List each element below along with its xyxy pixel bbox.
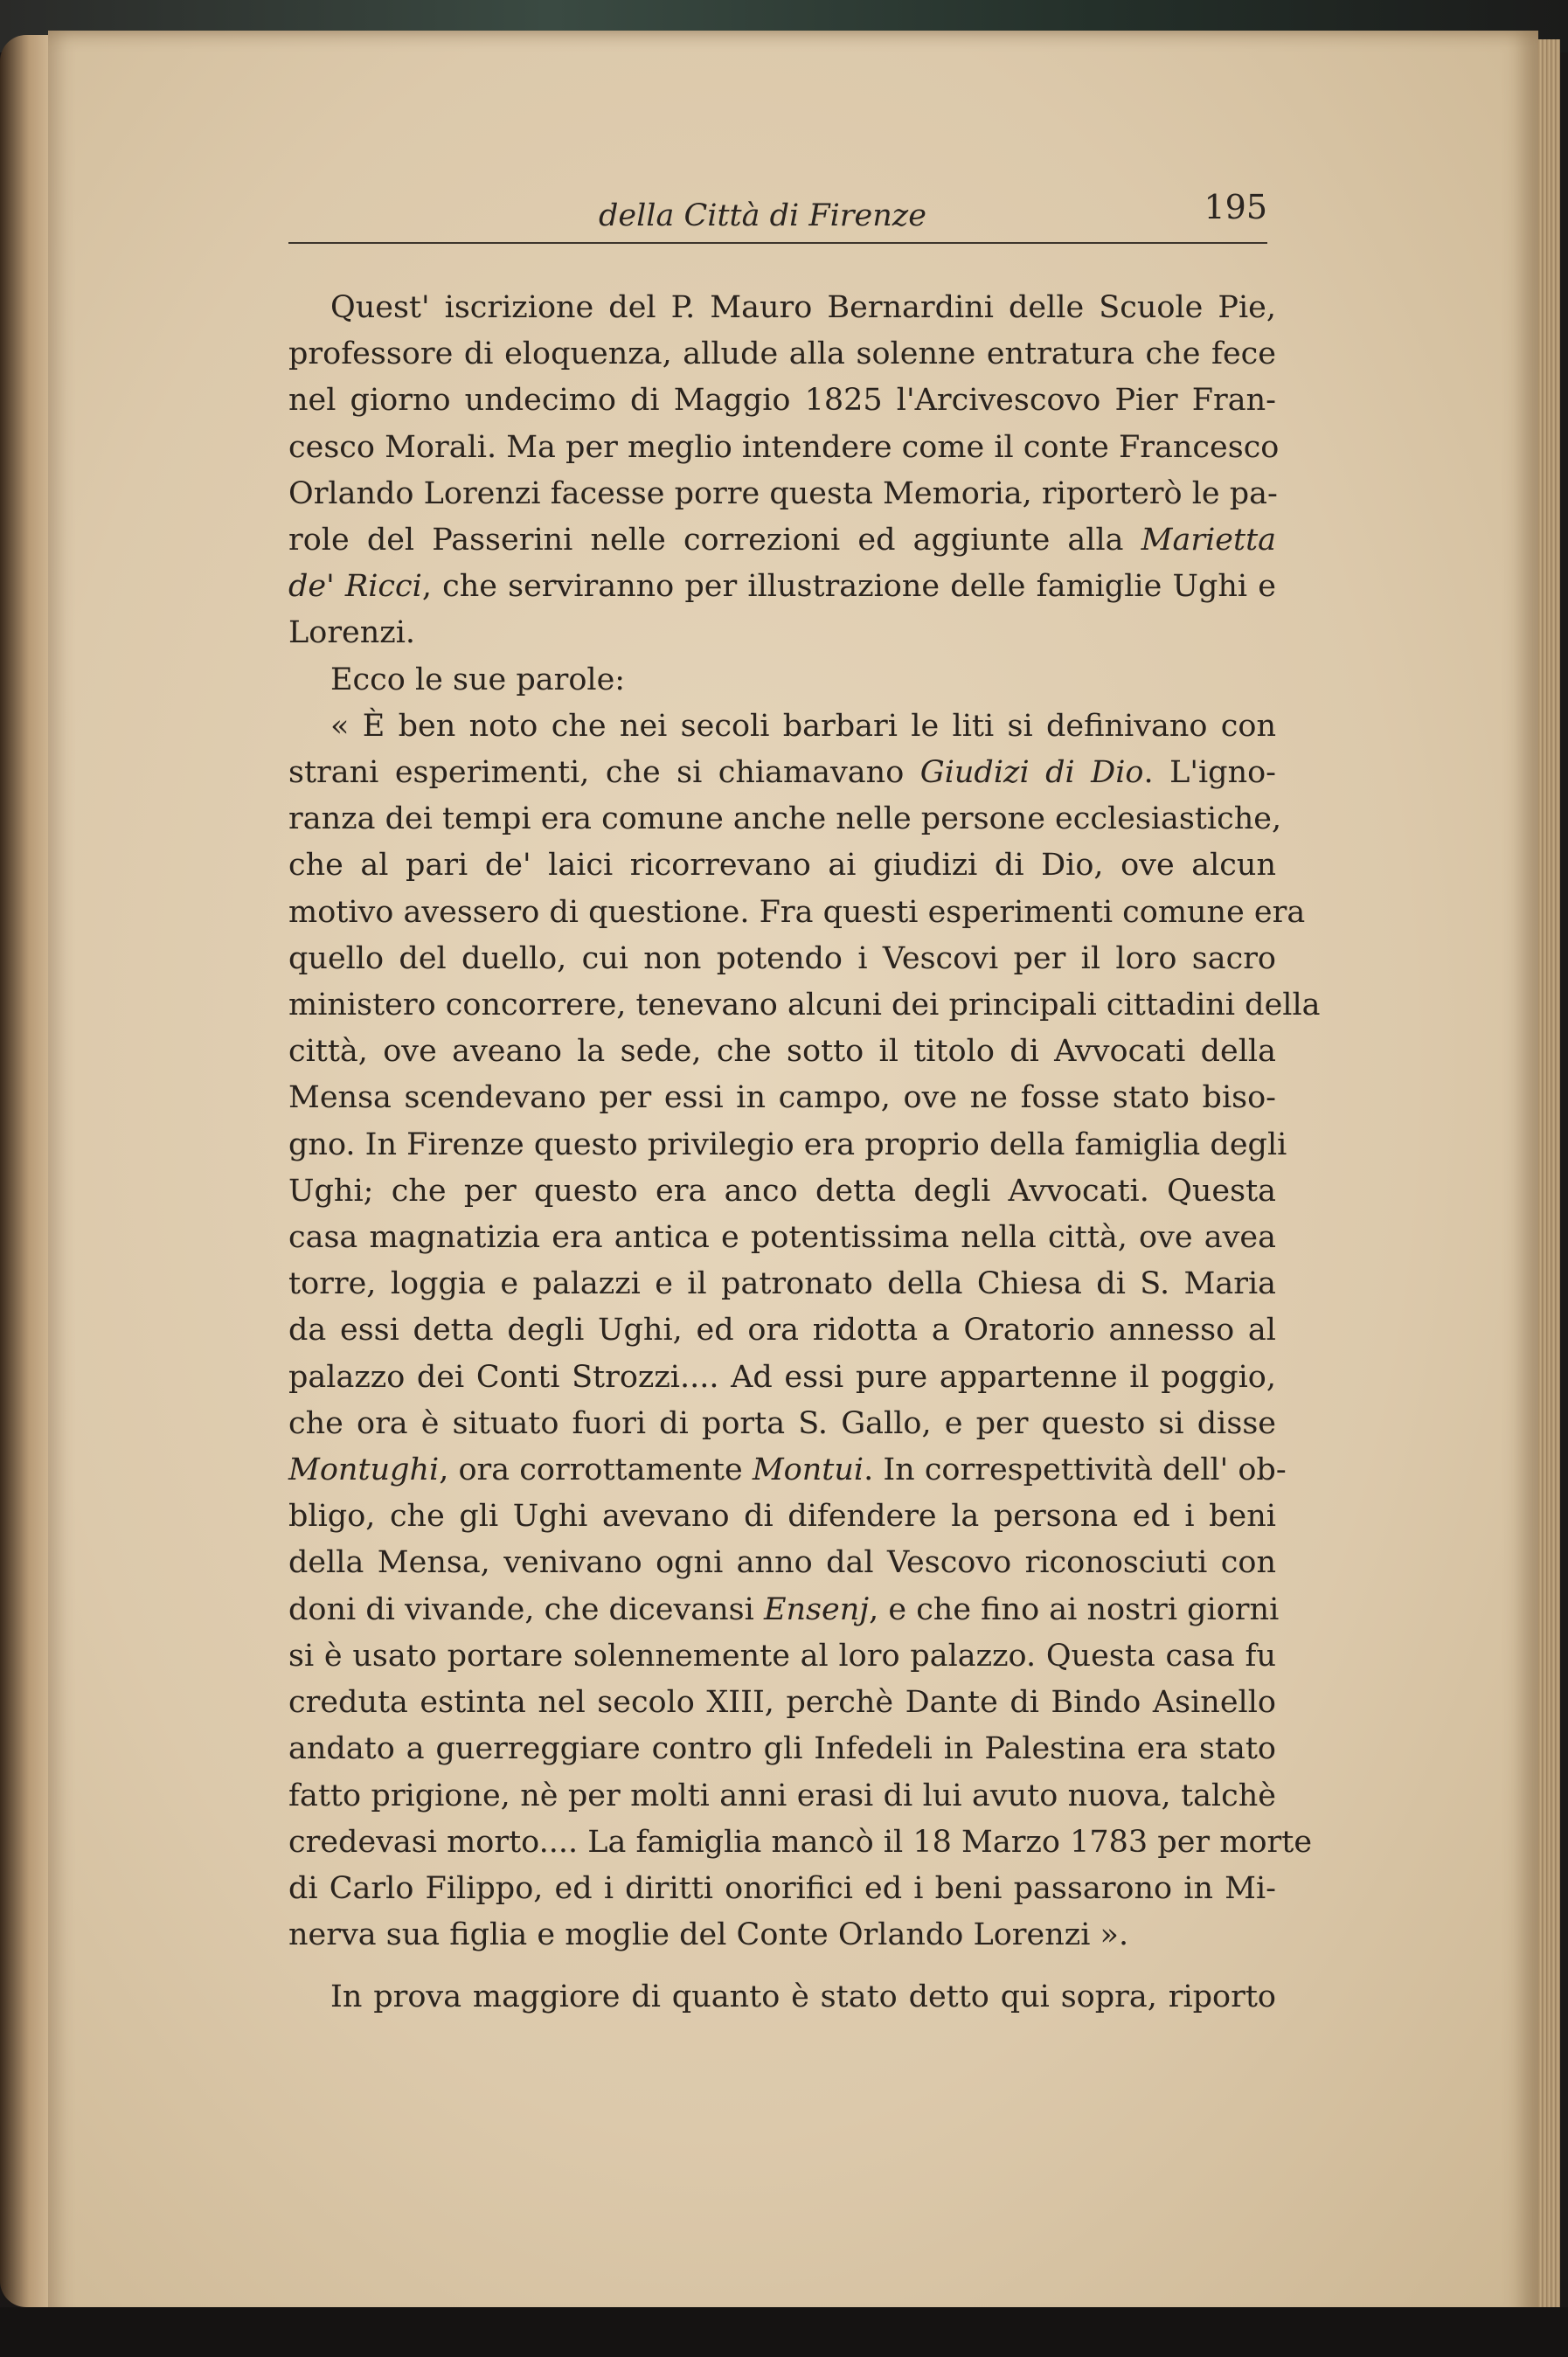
text-line: nel giorno undecimo di Maggio 1825 l'Arcivescovo Pier Fran- xyxy=(288,383,1276,419)
text-line: professore di eloquenza, allude alla solenne entratura che fece xyxy=(288,336,1276,372)
text-line: Quest' iscrizione del P. Mauro Bernardini delle Scuole Pie, xyxy=(330,290,1276,325)
text-line: Lorenzi. xyxy=(288,615,416,651)
text-line: che ora è situato fuori di porta S. Gallo, e per questo si disse xyxy=(288,1405,1276,1441)
text-line: città, ove aveano la sede, che sotto il titolo di Avvocati della xyxy=(288,1034,1276,1070)
body-text xyxy=(288,285,1321,2021)
running-title: della Città di Firenze xyxy=(599,198,926,233)
text-line: cesco Morali. Ma per meglio intendere come il conte Francesco xyxy=(288,429,1280,465)
text-line: Ughi; che per questo era anco detta degli Avvocati. Questa xyxy=(288,1173,1276,1209)
text-line: strani esperimenti, che si chiamavano Giudizi di Dio. L'igno- xyxy=(288,755,1277,791)
text-line: si è usato portare solennemente al loro palazzo. Questa casa fu xyxy=(288,1638,1276,1674)
text-line: gno. In Firenze questo privilegio era proprio della famiglia degli xyxy=(288,1127,1287,1162)
text-line: Ecco le sue parole: xyxy=(330,662,626,697)
text-line: role del Passerini nelle correzioni ed aggiunte alla Marietta xyxy=(288,523,1276,558)
text-line: palazzo dei Conti Strozzi.... Ad essi pure appartenne il poggio, xyxy=(288,1359,1276,1395)
text-line: de' Ricci, che serviranno per illustrazione delle famiglie Ughi e xyxy=(288,569,1276,605)
text-line: che al pari de' laici ricorrevano ai giudizi di Dio, ove alcun xyxy=(288,848,1276,884)
text-line: fatto prigione, nè per molti anni erasi di lui avuto nuova, talchè xyxy=(288,1778,1276,1813)
text-line: creduta estinta nel secolo XIII, perchè Dante di Bindo Asinello xyxy=(288,1685,1276,1721)
page-number: 195 xyxy=(1204,188,1267,226)
text-line: della Mensa, venivano ogni anno dal Vescovo riconosciuti con xyxy=(288,1545,1276,1581)
text-line: torre, loggia e palazzi e il patronato della Chiesa di S. Maria xyxy=(288,1266,1276,1302)
paragraph xyxy=(288,657,1276,704)
book-cover-bottom xyxy=(0,2307,1568,2357)
text-line: Montughi, ora corrottamente Montui. In correspettività dell' ob- xyxy=(288,1452,1287,1488)
text-line: casa magnatizia era antica e potentissima nella città, ove avea xyxy=(288,1220,1276,1256)
running-header xyxy=(288,179,1267,249)
paragraph xyxy=(288,285,1280,657)
text-line: quello del duello, cui non potendo i Vescovi per il loro sacro xyxy=(288,940,1276,976)
quotation-paragraph xyxy=(288,704,1321,1958)
text-line: motivo avessero di questione. Fra questi esperimenti comune era xyxy=(288,894,1306,930)
text-line: doni di vivande, che dicevansi Ensenj, e che fino ai nostri giorni xyxy=(288,1591,1280,1627)
text-line: da essi detta degli Ughi, ed ora ridotta a Oratorio annesso al xyxy=(288,1313,1276,1348)
text-line: ranza dei tempi era comune anche nelle persone ecclesiastiche, xyxy=(288,801,1282,837)
paragraph xyxy=(288,1974,1276,2021)
text-line: bligo, che gli Ughi avevano di difendere la persona ed i beni xyxy=(288,1499,1276,1535)
text-line: Orlando Lorenzi facesse porre questa Memoria, riporterò le pa- xyxy=(288,475,1278,511)
text-line: credevasi morto.... La famiglia mancò il 18 Marzo 1783 per morte xyxy=(288,1824,1313,1860)
text-line: In prova maggiore di quanto è stato detto qui sopra, riporto xyxy=(330,1979,1276,2015)
text-line: « È ben noto che nei secoli barbari le liti si definivano con xyxy=(330,708,1276,744)
text-line: Mensa scendevano per essi in campo, ove ne fosse stato biso- xyxy=(288,1080,1276,1116)
text-line: di Carlo Filippo, ed i diritti onorifici ed i beni passarono in Mi- xyxy=(288,1870,1276,1906)
text-line: ministero concorrere, tenevano alcuni dei principali cittadini della xyxy=(288,988,1321,1023)
text-line: nerva sua figlia e moglie del Conte Orlando Lorenzi ». xyxy=(288,1917,1129,1953)
text-line: andato a guerreggiare contro gli Infedeli in Palestina era stato xyxy=(288,1731,1276,1767)
header-rule xyxy=(288,242,1267,244)
